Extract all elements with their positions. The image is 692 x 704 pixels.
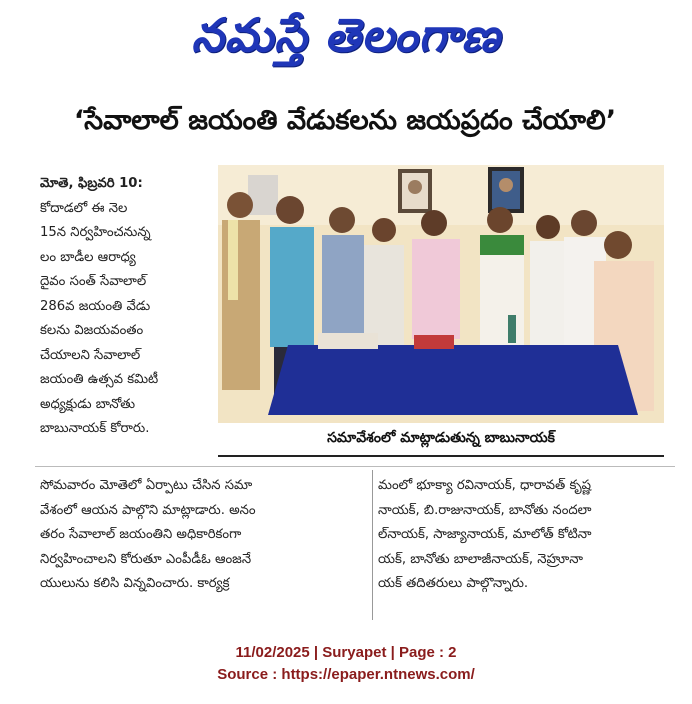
article-text-line: తరం సేవాలాల్ జయంతిని అధికారికంగా: [40, 527, 242, 542]
article-text-line: నాయక్, బి.రాజునాయక్, బానోతు నందలా: [378, 502, 592, 518]
date-edition-page: 11/02/2025 | Suryapet | Page : 2: [235, 644, 457, 661]
masthead: [0, 0, 692, 82]
article-text-line: చేయాలని సేవాలాల్: [40, 347, 141, 363]
article-text-line: యులును కలిసి విన్నవించారు. కార్యక్ర: [40, 576, 230, 591]
article-text-line: లం బాడీల ఆరాధ్య: [40, 249, 136, 265]
article-text-line: మంలో భూక్యా రవినాయక్, ధారావత్ కృష్ణ: [378, 478, 592, 493]
article-bottom-right: [378, 474, 670, 597]
article-left-column: [40, 172, 215, 442]
article-text-line: 15న నిర్వహించనున్న: [40, 225, 151, 240]
photo-caption: సమావేశంలో మాట్లాడుతున్న బాబునాయక్: [218, 423, 664, 457]
article-bottom-left: [40, 474, 370, 597]
article-text-line: సోమవారం మోతెలో ఏర్పాటు చేసిన సమా: [40, 478, 253, 493]
article-text-line: అధ్యక్షుడు బానోతు: [40, 396, 136, 412]
meeting-table: [268, 345, 638, 415]
article-text-line: 286వ జయంతి వేడు: [40, 298, 151, 314]
article-photo: [218, 165, 664, 423]
column-divider: [372, 470, 373, 620]
article-text-line: దైవం సంత్ సేవాలాల్: [40, 274, 147, 289]
article-text-line: నిర్వహించాలని కోరుతూ ఎంపీడీఓ ఆంజనే: [40, 551, 252, 567]
article-text-line: వేశంలో ఆయన పాల్గొని మాట్లాడారు. అనం: [40, 502, 256, 518]
divider: [35, 466, 675, 467]
source-meta: [0, 642, 692, 686]
article-text-line: మోతె, ఫిబ్రవరి 10:: [40, 176, 143, 191]
article-text-line: కలను విజయవంతం: [40, 323, 144, 338]
article-text-line: యక్, బానోతు బాలాజీనాయక్, నెహ్రూనా: [378, 551, 583, 567]
article-text-line: ల్‌నాయక్, సాజ్యానాయక్, మాలోత్ కోటినా: [378, 527, 592, 542]
group-meeting-photo: [218, 165, 664, 423]
article-text-line: బాబునాయక్ కోరారు.: [40, 421, 150, 436]
newspaper-logo: నమస్తే తెలంగాణ: [191, 8, 501, 62]
article-text-line: యక్ తదితరులు పాల్గొన్నారు.: [378, 576, 529, 591]
article-text-line: కోదాడలో ఈ నెల: [40, 200, 128, 216]
article-text-line: జయంతి ఉత్సవ కమిటీ: [40, 372, 159, 387]
source-link: Source : https://epaper.ntnews.com/: [217, 666, 475, 683]
article-headline: ‘సేవాలాల్ జయంతి వేడుకలను జయప్రదం చేయాలి’: [73, 105, 617, 136]
